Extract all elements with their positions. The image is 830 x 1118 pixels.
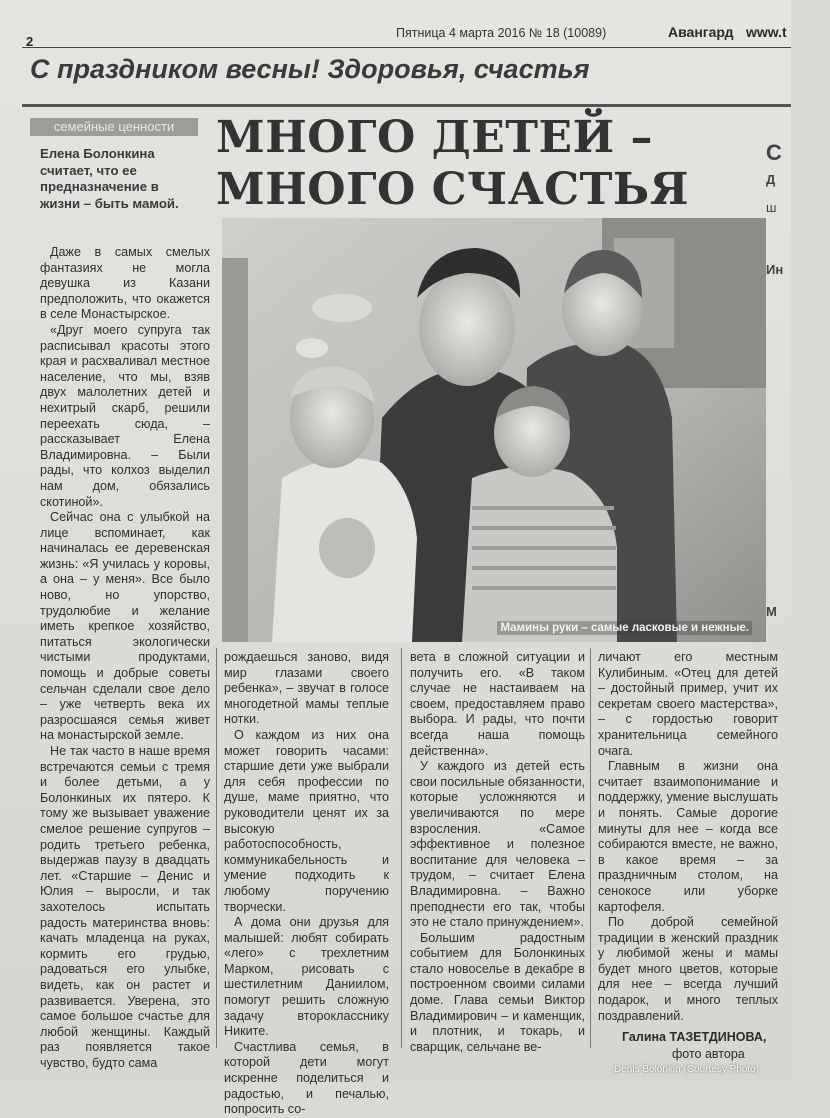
banner-rule <box>22 104 791 107</box>
neighbor-fragment: М <box>766 604 777 619</box>
column-divider <box>216 648 217 1048</box>
author-signature: Галина ТАЗЕТДИНОВА, <box>622 1030 767 1044</box>
website: www.t <box>746 24 787 40</box>
headline-line-2: МНОГО СЧАСТЬЯ <box>216 164 690 215</box>
rubric: семейные ценности <box>30 118 198 136</box>
headline-line-1: МНОГО ДЕТЕЙ – <box>216 112 653 163</box>
text-column-3 <box>410 650 585 1055</box>
photo-credit: фото автора <box>672 1047 745 1061</box>
neighbor-fragment: Д <box>766 172 776 187</box>
family-photo <box>222 218 766 642</box>
paragraph: Счастлива семья, в которой дети могут искренне поделиться и радостью, и печалью, попросить со- <box>224 1039 389 1117</box>
paragraph: Даже в самых смелых фантазиях не могла девушка из Казани предположить, что окажется в селе Монастырское. <box>40 245 210 322</box>
paragraph: Большим радостным событием для Болонкиных стало новоселье в декабре в построенном своими силами доме. Глава семьи Виктор Владимирович – и каменщик, и плотник, и токарь, и сварщик, сельчане ве- <box>410 930 585 1054</box>
photo-illustration <box>222 218 766 642</box>
paragraph: У каждого из детей есть свои посильные обязанности, которые усложняются и увеличиваются по мере взросления. «Самое эффективное и полезное воспитание для человека – трудом, – считает Елена Владимировна. – Важно преподнести его так, чтобы это не стало принуждением». <box>410 759 586 930</box>
newspaper-name: Авангард <box>668 24 734 40</box>
text-column-2 <box>224 650 389 1118</box>
paragraph: Не так часто в наше время встречаются семьи с тремя и более детьми, а у Болонкиных их пятеро. К тому же вызывает уважение смелое решение супругов – родить третьего ребенка, выдержав паузу в двадцать лет. «Старшие – Денис и Юлия – выросли, и так захотелось испытать радость материнства вновь: качать младенца на руках, кормить его грудью, радоваться его улыбке, видеть, как он растет и развивается. Уверена, это самое большое счастье для любой женщины. Каждый раз появляется такое чувство, будто сама <box>40 744 210 1070</box>
neighbor-fragment: Ин <box>766 262 784 277</box>
issue-date: Пятница 4 марта 2016 № 18 (10089) <box>396 26 607 40</box>
paragraph: «Друг моего супруга так расписывал красоты этого края и расхваливал местное население, что мы, взяв двух малолетних детей и нехитрый скарб, решили переехать сюда, – рассказывает Елена Владимировна. – Были рады, что колхоз выделил нам дом, обязались скотиной». <box>40 322 210 509</box>
neighbor-fragment: С <box>766 140 782 165</box>
text-column-1 <box>40 245 210 1071</box>
paragraph: О каждом из них она может говорить часами: старшие дети уже выбрали для себя профессии по душе, маме приятно, что руководители ценят их за высокую работоспособность, коммуникабельность и умение подходить к любому поручению творчески. <box>224 727 389 914</box>
headline <box>216 112 736 216</box>
paragraph: А дома они друзья для малышей: любят собирать «лего» с трехлетним Марком, рисовать с шестилетним Даниилом, помогут решить сложную задачу второкласснику Никите. <box>224 915 389 1039</box>
lead-paragraph: Елена Болонкина считает, что ее предназначение в жизни – быть мамой. <box>40 146 179 211</box>
text-column-4 <box>598 650 778 1024</box>
photo-caption: Мамины руки – самые ласковые и нежные. <box>497 621 752 635</box>
holiday-banner: С праздником весны! Здоровья, счастья <box>30 54 590 84</box>
neighbor-fragment: ш <box>766 200 777 215</box>
paragraph: Сейчас она с улыбкой на лице вспоминает, как начиналась ее деревенская жизнь: «Я училась у коровы, а она – у меня». Все было ново, но упорство, трудолюбие и желание иметь крепкое хозяйство, питаться экологически чистыми продуктами, помощь и добрые советы сельчан сделали свое дело – уже четверть века их разросшаяся семья живет на монастырской земле. <box>40 510 210 743</box>
column-divider <box>401 648 402 1048</box>
photo-watermark: Denis Bolonkin (Courtesy Photo) <box>614 1064 760 1075</box>
paragraph: Главным в жизни она считает взаимопонимание и поддержку, умение выслушать и понять. Самые дорогие минуты для нее – когда все собираются вместе, не важно, в какое время – за праздничным столом, на сенокосе или уборке картофеля. <box>598 759 778 914</box>
paragraph: По доброй семейной традиции в женский праздник у любимой жены и мамы будет много цветов, которые для нее – всегда лучший подарок, и много теплых поздравлений. <box>598 915 778 1023</box>
top-rule <box>22 47 791 48</box>
paragraph: личают его местным Кулибиным. «Отец для детей – достойный пример, учит их секретам своего мастерства», – с гордостью говорит хранительница семейного очага. <box>598 650 778 758</box>
column-divider <box>590 648 591 1048</box>
paragraph: рождаешься заново, видя мир глазами своего ребенка», – звучат в голосе многодетной мамы теплые нотки. <box>224 650 389 727</box>
page-number: 2 <box>26 34 34 49</box>
paragraph: вета в сложной ситуации и получить его. «В таком случае не настаиваем на своем, предоставляем право выбора. И рады, что почти всегда наша помощь действенна». <box>410 650 585 758</box>
